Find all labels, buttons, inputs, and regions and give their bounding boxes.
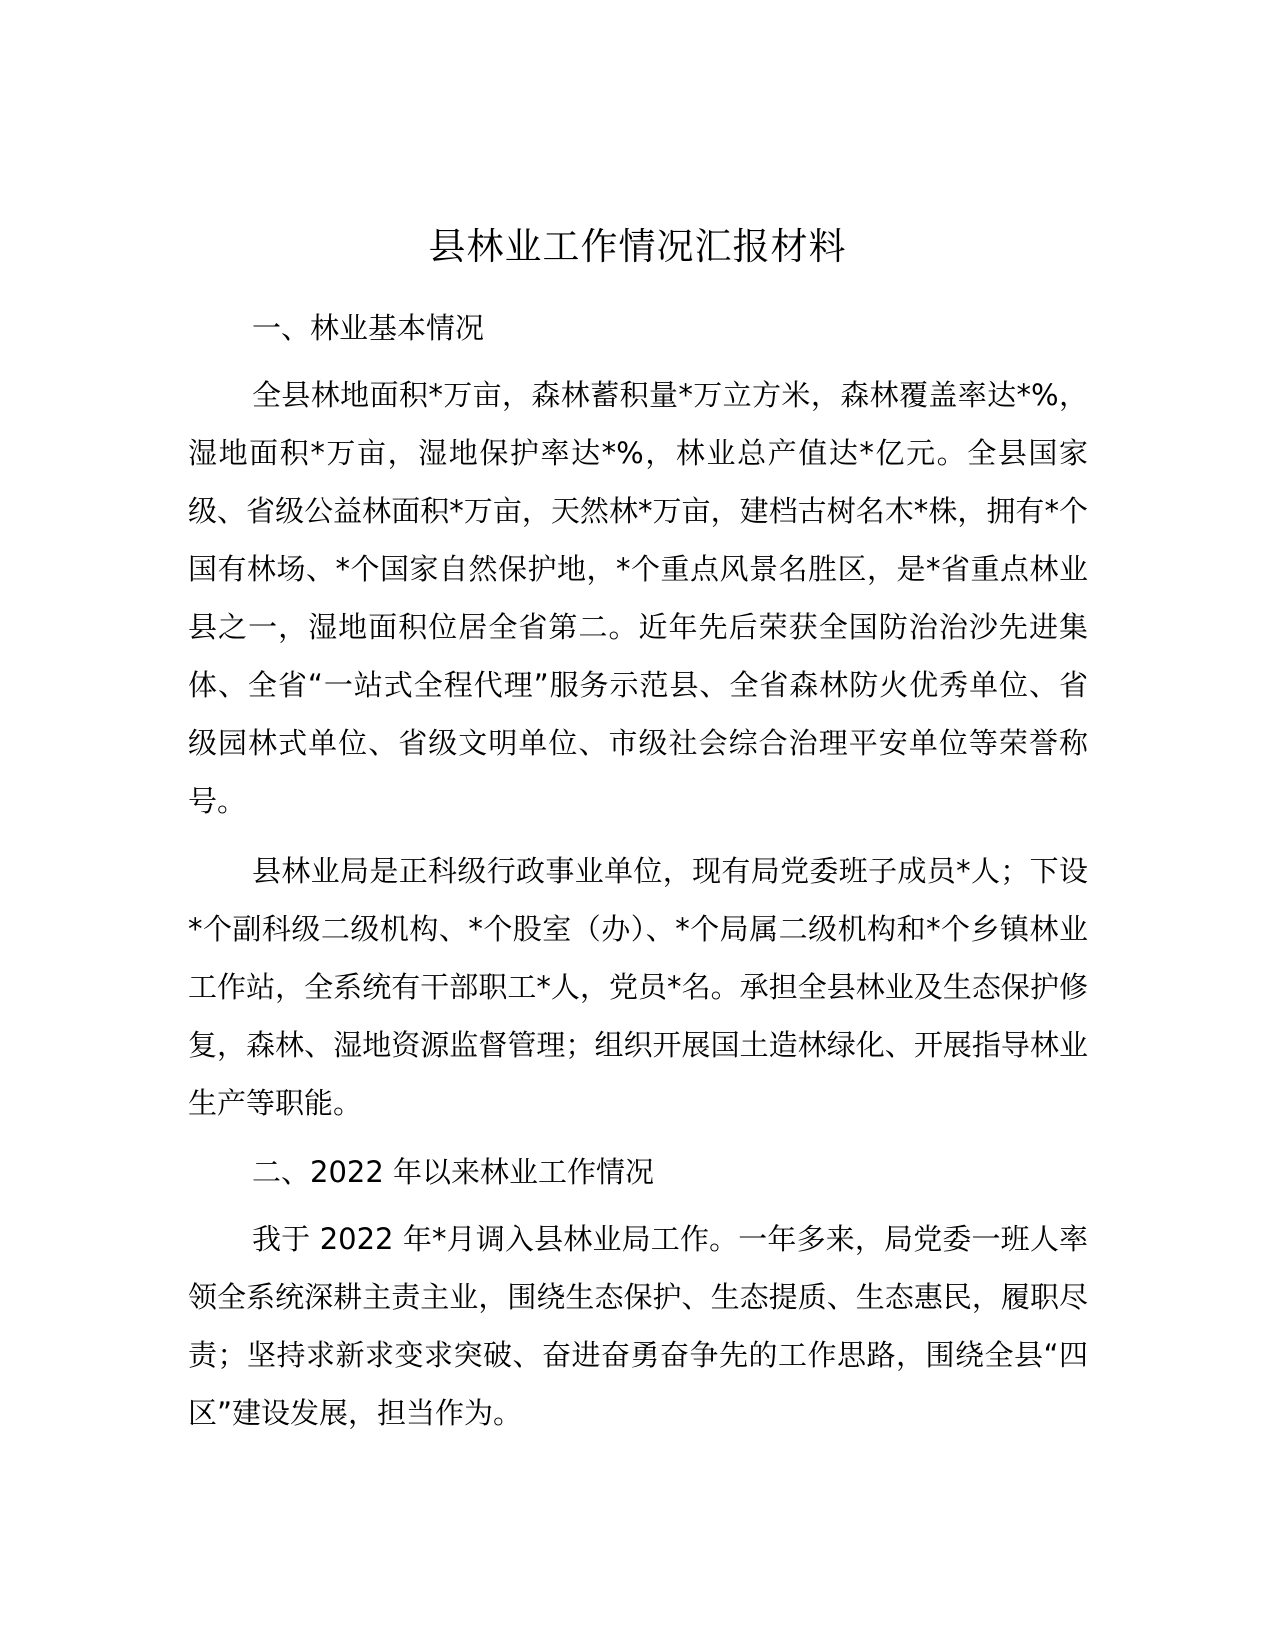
document-title: 县林业工作情况汇报材料 [428, 225, 847, 268]
paragraph-work-approach: 我于 2022 年*月调入县林业局工作。一年多来，局党委一班人率领全系统深耕主责主业，围绕生态保护、生态提质、生态惠民，履职尽责；坚持求新求变求突破、奋进奋勇奋争先的工作思路，围绕全县“四区”建设发展，担当作为。 [188, 1222, 1088, 1430]
paragraph-bureau-structure: 县林业局是正科级行政事业单位，现有局党委班子成员*人；下设*个副科级二级机构、*个股室（办）、*个局属二级机构和*个乡镇林业工作站，全系统有干部职工*人，党员*名。承担全县林业及生态保护修复，森林、湿地资源监督管理；组织开展国土造林绿化、开展指导林业生产等职能。 [188, 854, 1088, 1120]
section-heading-basic-situation: 一、林业基本情况 [252, 311, 485, 345]
paragraph-forestry-overview: 全县林地面积*万亩，森林蓄积量*万立方米，森林覆盖率达*%，湿地面积*万亩，湿地保护率达*%，林业总产值达*亿元。全县国家级、省级公益林面积*万亩，天然林*万亩，建档古树名木*株，拥有*个国有林场、*个国家自然保护地，*个重点风景名胜区，是*省重点林业县之一，湿地面积位居全省第二。近年先后荣获全国防治治沙先进集体、全省“一站式全程代理”服务示范县、全省森林防火优秀单位、省级园林式单位、省级文明单位、市级社会综合治理平安单位等荣誉称号。 [188, 378, 1088, 818]
section-heading-work-since-2022: 二、2022 年以来林业工作情况 [252, 1155, 655, 1189]
